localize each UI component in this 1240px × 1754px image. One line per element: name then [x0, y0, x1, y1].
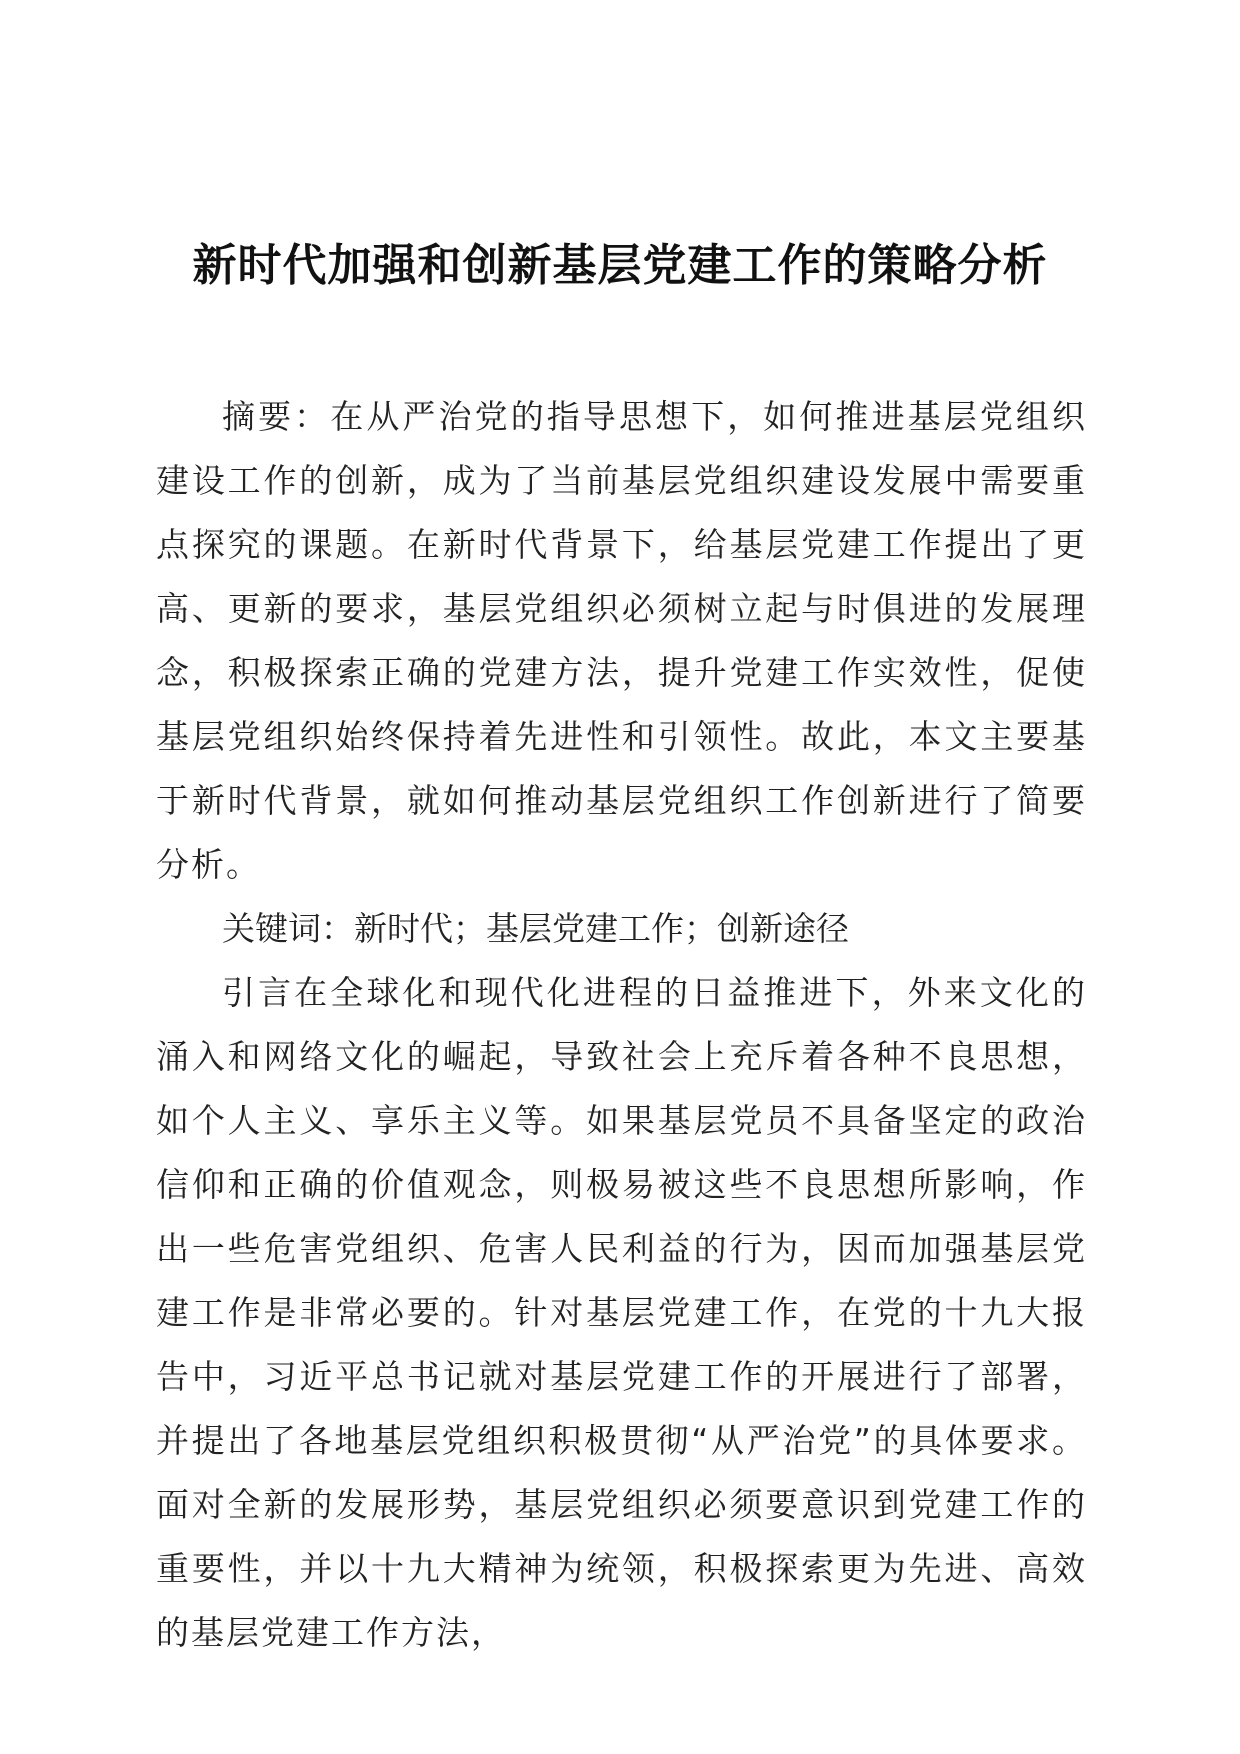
document-title: 新时代加强和创新基层党建工作的策略分析 — [192, 240, 1048, 291]
introduction-paragraph: 引言在全球化和现代化进程的日益推进下，外来文化的涌入和网络文化的崛起，导致社会上充斥着各种不良思想，如个人主义、享乐主义等。如果基层党员不具备坚定的政治信仰和正确的价值观念，则极易被这些不良思想所影响，作出一些危害党组织、危害人民利益的行为，因而加强基层党建工作是非常必要的。针对基层党建工作，在党的十九大报告中，习近平总书记就对基层党建工作的开展进行了部署，并提出了各地基层党组织积极贯彻“从严治党”的具体要求。面对全新的发展形势，基层党组织必须要意识到党建工作的重要性，并以十九大精神为统领，积极探索更为先进、高效的基层党建工作方法， — [156, 973, 1087, 1652]
document-body — [156, 385, 1087, 1665]
abstract-paragraph: 摘要：在从严治党的指导思想下，如何推进基层党组织建设工作的创新，成为了当前基层党组织建设发展中需要重点探究的课题。在新时代背景下，给基层党建工作提出了更高、更新的要求，基层党组织必须树立起与时俱进的发展理念，积极探索正确的党建方法，提升党建工作实效性，促使基层党组织始终保持着先进性和引领性。故此，本文主要基于新时代背景，就如何推动基层党组织工作创新进行了简要分析。 — [156, 397, 1087, 884]
keywords-paragraph: 关键词：新时代；基层党建工作；创新途径 — [222, 909, 849, 948]
